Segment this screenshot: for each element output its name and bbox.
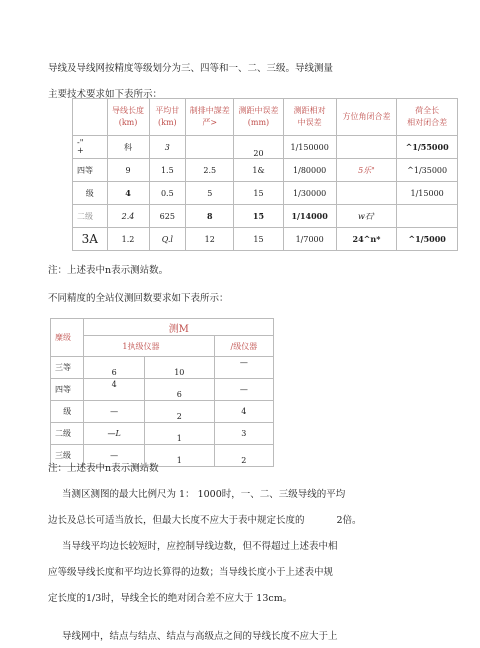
table-cell: 2 (144, 401, 214, 423)
table-header-cell: 制排中謀差 严> (186, 99, 234, 136)
table-cell: w石' (336, 205, 397, 228)
table-row (51, 357, 274, 379)
table-row (73, 136, 458, 159)
table-cell: 3 (214, 423, 273, 445)
table-cell: 科 (107, 136, 149, 159)
table-cell: — (84, 445, 145, 467)
table-cell: -" + (73, 136, 108, 159)
table-cell: 10 (144, 357, 214, 379)
table-cell: 8 (186, 205, 234, 228)
table-subheader-cell: 1执级仪器 (84, 336, 214, 357)
table-cell: 4 (107, 182, 149, 205)
table-row (73, 182, 458, 205)
note-table1: 注：上述表中n表示测站数。 (48, 265, 169, 276)
table-cell: 1 (144, 445, 214, 467)
table-header-row (51, 319, 274, 336)
table-cell: 1/150000 (283, 136, 336, 159)
table-cell: 2 (214, 445, 273, 467)
table-cell: 625 (149, 205, 186, 228)
paragraph-table1-caption: 主要技术要求如下表所示： (48, 89, 163, 100)
table-header-cell: 方位角闭合差 (336, 99, 397, 136)
paragraph-scale-2 (48, 512, 362, 526)
table-row (73, 159, 458, 182)
paragraph-table2-caption: 不同精度的全站仪测回数要求如下表所示： (48, 293, 229, 304)
table-group-header: 测M (84, 319, 274, 336)
table-header-cell (73, 99, 108, 136)
table-cell (397, 205, 458, 228)
table-cell: ^1/5000 (397, 228, 458, 251)
paragraph-scale-2-end: 2倍。 (336, 515, 362, 526)
table-cell: 20 (234, 136, 283, 159)
table-cell: ^1/35000 (397, 159, 458, 182)
table-cell: 3 (149, 136, 186, 159)
table-header-cell: 导线长度 (km) (107, 99, 149, 136)
table-header-cell: 测距相对 中误差 (283, 99, 336, 136)
table-header-cell: 荷全长 相对闭合差 (397, 99, 458, 136)
table-cell: 15 (234, 205, 283, 228)
table-header-cell: 测距中误差 (mm) (234, 99, 283, 136)
table-cell: 6 (144, 379, 214, 401)
table-cell (336, 182, 397, 205)
table-cell: — (214, 379, 273, 401)
paragraph-short-edge-3: 定长度的1/3时，导线全长的绝对闭合差不应大于 13cm。 (48, 593, 293, 604)
paragraph-scale-2-text: 边长及总长可适当放长，但最大长度不应大于表中规定长度的 (48, 515, 305, 526)
table-cell: 6 (84, 357, 145, 379)
paragraph-scale-1: 当测区测图的最大比例尺为 1： 1000时，一、二、三级导线的平均 (62, 489, 346, 500)
table-cell: 1/7000 (283, 228, 336, 251)
table-cell: 级 (51, 401, 84, 423)
note-table2: 注：上述表中n表示测站数 (48, 463, 159, 474)
table-cell: 四等 (73, 159, 108, 182)
table-cell: 四等 (51, 379, 84, 401)
table-cell: 二级 (73, 205, 108, 228)
table-cell: 15 (234, 228, 283, 251)
table-cell: 2.4 (107, 205, 149, 228)
table-cell: 3A (73, 228, 108, 251)
table-subheader-row (51, 336, 274, 357)
table-cell: ^1/55000 (397, 136, 458, 159)
table-cell: 5乐" (336, 159, 397, 182)
table-header-row (73, 99, 458, 136)
table-cell (336, 136, 397, 159)
table-cell: — (84, 401, 145, 423)
table-cell: 1/14000 (283, 205, 336, 228)
table-corner-cell: 糜级 (51, 319, 84, 357)
table-technical-requirements (72, 98, 458, 251)
table-cell: 三级 (51, 445, 84, 467)
table-cell (186, 136, 234, 159)
table-row (73, 228, 458, 251)
table-cell: Q.l (149, 228, 186, 251)
table-cell: 5 (186, 182, 234, 205)
table-total-station-sets (50, 318, 274, 467)
table-cell: 1 (144, 423, 214, 445)
table-cell: 9 (107, 159, 149, 182)
table-cell: 1/80000 (283, 159, 336, 182)
table-cell: 2.5 (186, 159, 234, 182)
table-cell: 1/15000 (397, 182, 458, 205)
table-row (73, 205, 458, 228)
table-cell: 0.5 (149, 182, 186, 205)
table-cell: 1.2 (107, 228, 149, 251)
table-cell: 级 (73, 182, 108, 205)
table-row (51, 379, 274, 401)
table-cell: 1.5 (149, 159, 186, 182)
table-row (51, 423, 274, 445)
paragraph-intro: 导线及导线网按精度等级划分为三、四等和一、二、三级。导线测量 (48, 63, 334, 74)
table-cell: 12 (186, 228, 234, 251)
paragraph-short-edge-2: 应等级导线长度和平均边长算得的边数；当导线长度小于上述表中规 (48, 567, 334, 578)
table-cell: 1& (234, 159, 283, 182)
paragraph-short-edge-1: 当导线平均边长较短时，应控制导线边数，但不得超过上述表中相 (62, 541, 338, 552)
table-cell: — (214, 357, 273, 379)
table-row (51, 401, 274, 423)
table-cell: 1/30000 (283, 182, 336, 205)
table-cell: 二级 (51, 423, 84, 445)
paragraph-network: 导线网中，结点与结点、结点与高级点之间的导线长度不应大于上 (62, 631, 338, 642)
table-cell: —L (84, 423, 145, 445)
table-cell: 15 (234, 182, 283, 205)
table-header-cell: 平均甘 (km) (149, 99, 186, 136)
table-cell: 4 (214, 401, 273, 423)
table-cell: 三等 (51, 357, 84, 379)
table-cell: 4 (84, 379, 145, 401)
table-subheader-cell: /级仪器 (214, 336, 273, 357)
table-cell: 24^n* (336, 228, 397, 251)
